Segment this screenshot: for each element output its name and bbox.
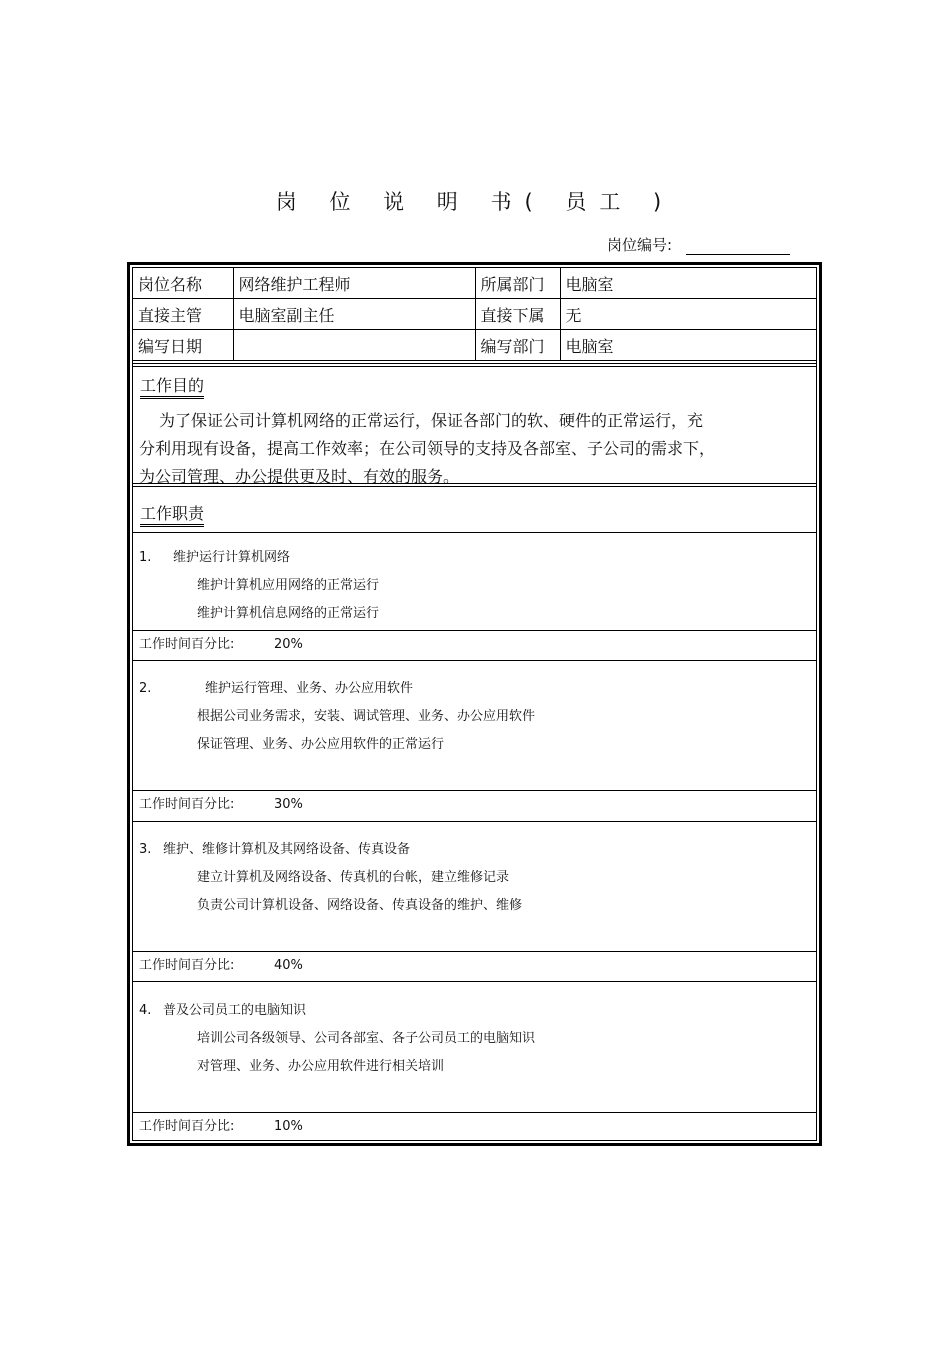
time-percent-value: 40% (274, 958, 303, 973)
info-label: 直接下属 (475, 299, 560, 330)
position-code-blank (686, 236, 790, 255)
task-block (139, 543, 379, 628)
time-percent-label: 工作时间百分比: (139, 958, 235, 973)
task-item: 对管理、业务、办公应用软件进行相关培训 (197, 1059, 445, 1074)
info-label: 直接主管 (133, 299, 233, 330)
info-value: 电脑室 (560, 268, 816, 299)
page-title: 岗 位 说 明 书( 员工 ) (275, 190, 675, 214)
purpose-heading: 工作目的 (140, 376, 204, 399)
info-label: 编写日期 (133, 330, 233, 361)
task-number: 1. (139, 550, 152, 565)
time-percent-value: 20% (274, 637, 303, 652)
task-title: 维护运行计算机网络 (173, 550, 291, 565)
task-item: 维护计算机信息网络的正常运行 (197, 606, 380, 621)
task-item: 建立计算机及网络设备、传真机的台帐，建立维修记录 (197, 870, 510, 885)
task-block (139, 996, 535, 1081)
info-label: 编写部门 (475, 330, 560, 361)
purpose-line: 为了保证公司计算机网络的正常运行，保证各部门的软、硬件的正常运行，充 (159, 411, 704, 430)
time-percent-label: 工作时间百分比: (139, 797, 235, 812)
time-percent-row (139, 952, 303, 980)
time-percent-row (139, 631, 303, 659)
task-item: 培训公司各级领导、公司各部室、各子公司员工的电脑知识 (197, 1031, 536, 1046)
purpose-line: 分利用现有设备，提高工作效率；在公司领导的支持及各部室、子公司的需求下， (139, 439, 716, 458)
task-number: 2. (139, 681, 152, 696)
task-item: 根据公司业务需求，安装、调试管理、业务、办公应用软件 (197, 709, 536, 724)
task-block (139, 835, 522, 920)
time-percent-value: 30% (274, 797, 303, 812)
task-item: 维护计算机应用网络的正常运行 (197, 578, 380, 593)
task-title: 维护、维修计算机及其网络设备、传真设备 (163, 842, 411, 857)
info-table (133, 268, 816, 361)
time-percent-row (139, 1113, 303, 1141)
info-label: 所属部门 (475, 268, 560, 299)
info-value: 无 (560, 299, 816, 330)
info-value: 电脑室 (560, 330, 816, 361)
info-row (133, 330, 816, 361)
task-title: 维护运行管理、业务、办公应用软件 (205, 681, 414, 696)
task-item: 保证管理、业务、办公应用软件的正常运行 (197, 737, 445, 752)
purpose-text (139, 407, 779, 491)
time-percent-label: 工作时间百分比: (139, 1119, 235, 1134)
info-label: 岗位名称 (133, 268, 233, 299)
info-value: 电脑室副主任 (233, 299, 475, 330)
time-percent-row (139, 791, 303, 819)
divider (133, 660, 816, 661)
divider (133, 821, 816, 822)
duties-heading: 工作职责 (140, 504, 204, 527)
info-row (133, 299, 816, 330)
task-item: 负责公司计算机设备、网络设备、传真设备的维护、维修 (197, 898, 523, 913)
info-value (233, 330, 475, 361)
task-number: 3. (139, 842, 152, 857)
task-block (139, 674, 535, 759)
task-title: 普及公司员工的电脑知识 (163, 1003, 307, 1018)
position-code-label: 岗位编号: (607, 236, 673, 254)
form-inner (132, 267, 817, 1141)
purpose-line: 为公司管理、办公提供更及时、有效的服务。 (139, 467, 460, 486)
job-description-form (127, 262, 822, 1146)
info-row (133, 268, 816, 299)
info-value: 网络维护工程师 (233, 268, 475, 299)
divider (133, 363, 816, 367)
position-code (607, 234, 790, 255)
divider (133, 483, 816, 487)
time-percent-value: 10% (274, 1119, 303, 1134)
task-number: 4. (139, 1003, 152, 1018)
divider (133, 532, 816, 533)
divider (133, 981, 816, 982)
time-percent-label: 工作时间百分比: (139, 637, 235, 652)
